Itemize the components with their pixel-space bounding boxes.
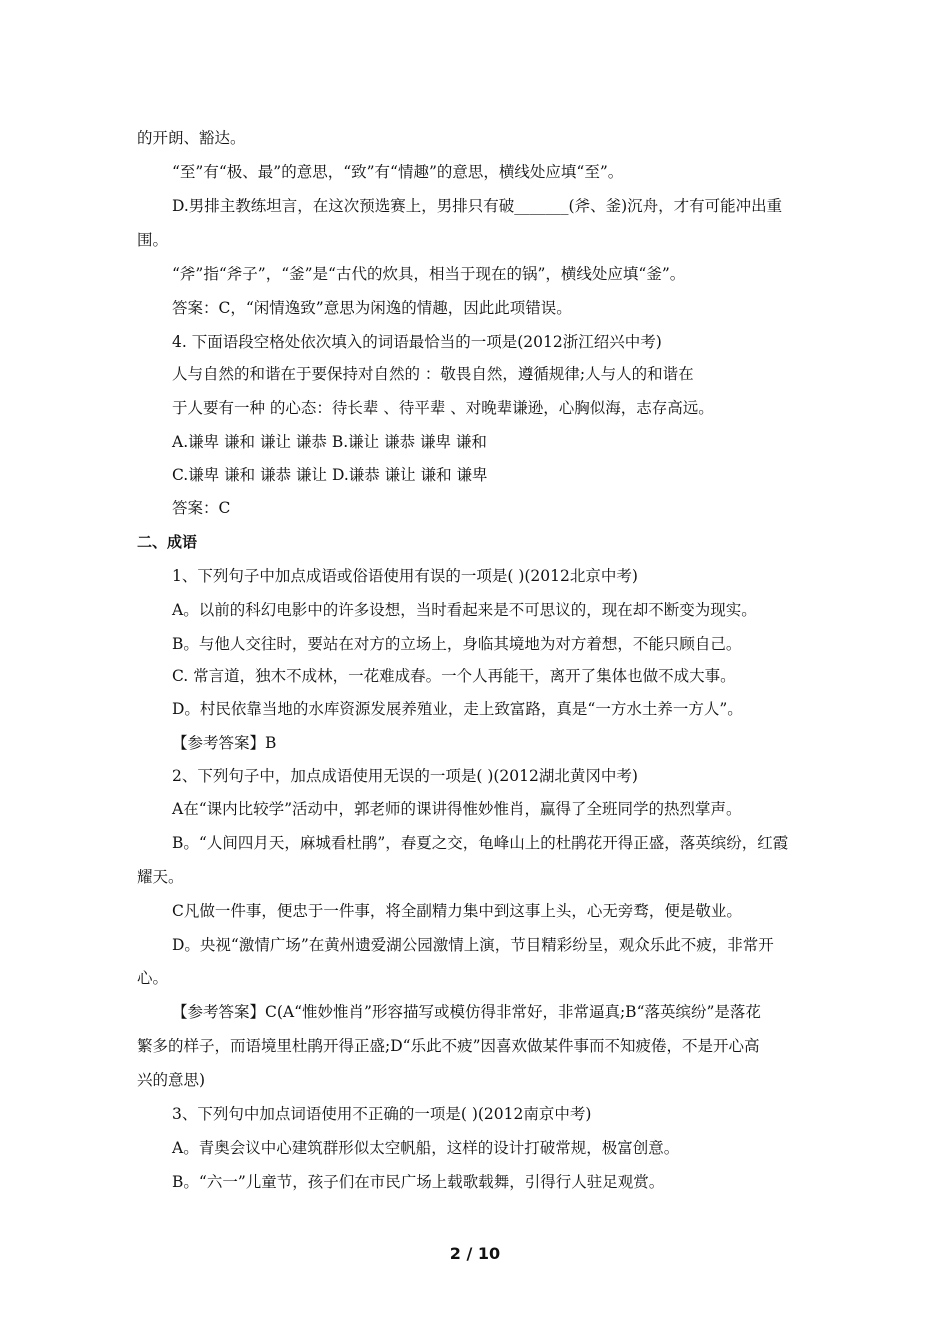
option-line: C.谦卑 谦和 谦恭 谦让 D.谦恭 谦让 谦和 谦卑 — [172, 466, 488, 484]
text-line: 心。 — [137, 969, 169, 987]
text-line: 兴的意思) — [137, 1071, 206, 1089]
text-line: 的开朗、豁达。 — [137, 129, 246, 147]
text-line: 答案：C，“闲情逸致”意思为闲逸的情趣，因此此项错误。 — [172, 299, 572, 317]
option-line: B。“人间四月天，麻城看杜鹃”，春夏之交，龟峰山上的杜鹃花开得正盛，落英缤纷，红霞 — [172, 834, 789, 852]
question-heading: 3、下列句中加点词语使用不正确的一项是( )(2012南京中考) — [172, 1105, 592, 1123]
text-line: D.男排主教练坦言，在这次预选赛上，男排只有破_______(斧、釜)沉舟，才有可能冲出重 — [172, 197, 783, 215]
question-heading: 2、下列句子中，加点成语使用无误的一项是( )(2012湖北黄冈中考) — [172, 767, 638, 785]
question-heading: 4. 下面语段空格处依次填入的词语最恰当的一项是(2012浙江绍兴中考) — [172, 333, 662, 351]
option-line: B。与他人交往时，要站在对方的立场上，身临其境地为对方着想，不能只顾自己。 — [172, 635, 742, 653]
answer-line: 【参考答案】C(A“惟妙惟肖”形容描写或模仿得非常好，非常逼真;B“落英缤纷”是落花 — [172, 1003, 761, 1021]
option-line: C. 常言道，独木不成林，一花难成春。一个人再能干，离开了集体也做不成大事。 — [172, 667, 736, 685]
answer-line: 答案：C — [172, 499, 231, 517]
text-line: 围。 — [137, 231, 169, 249]
option-line: D。村民依靠当地的水库资源发展养殖业，走上致富路，真是“一方水土养一方人”。 — [172, 700, 743, 718]
text-line: 人与自然的和谐在于要保持对自然的 ：敬畏自然，遵循规律;人与人的和谐在 — [172, 365, 694, 383]
option-line: A.谦卑 谦和 谦让 谦恭 B.谦让 谦恭 谦卑 谦和 — [172, 433, 487, 451]
option-line: D。央视“激情广场”在黄州遗爱湖公园激情上演，节目精彩纷呈，观众乐此不疲，非常开 — [172, 936, 774, 954]
section-heading: 二、成语 — [137, 533, 198, 551]
text-line: 繁多的样子，而语境里杜鹃开得正盛;D“乐此不疲”因喜欢做某件事而不知疲倦，不是开心高 — [137, 1037, 760, 1055]
option-line: A。青奥会议中心建筑群形似太空帆船，这样的设计打破常规，极富创意。 — [172, 1139, 680, 1157]
option-line: B。“六一”儿童节，孩子们在市民广场上载歌载舞，引得行人驻足观赏。 — [172, 1173, 665, 1191]
text-line: 耀天。 — [137, 868, 184, 886]
option-line: A。以前的科幻电影中的许多设想，当时看起来是不可思议的，现在却不断变为现实。 — [172, 601, 757, 619]
text-line: “至”有“极、最”的意思，“致”有“情趣”的意思，横线处应填“至”。 — [172, 163, 624, 181]
text-line: “斧”指“斧子”，“釜”是“古代的炊具，相当于现在的锅”，横线处应填“釜”。 — [172, 265, 686, 283]
option-line: C凡做一件事，便忠于一件事，将全副精力集中到这事上头，心无旁骛，便是敬业。 — [172, 902, 742, 920]
option-line: A在“课内比较学”活动中，郭老师的课讲得惟妙惟肖，赢得了全班同学的热烈掌声。 — [172, 800, 742, 818]
answer-line: 【参考答案】B — [172, 734, 277, 752]
page-number: 2 / 10 — [449, 1244, 501, 1263]
question-heading: 1、下列句子中加点成语或俗语使用有误的一项是( )(2012北京中考) — [172, 567, 638, 585]
text-line: 于人要有一种 的心态：待长辈 、待平辈 、对晚辈谦逊，心胸似海，志存高远。 — [172, 399, 714, 417]
